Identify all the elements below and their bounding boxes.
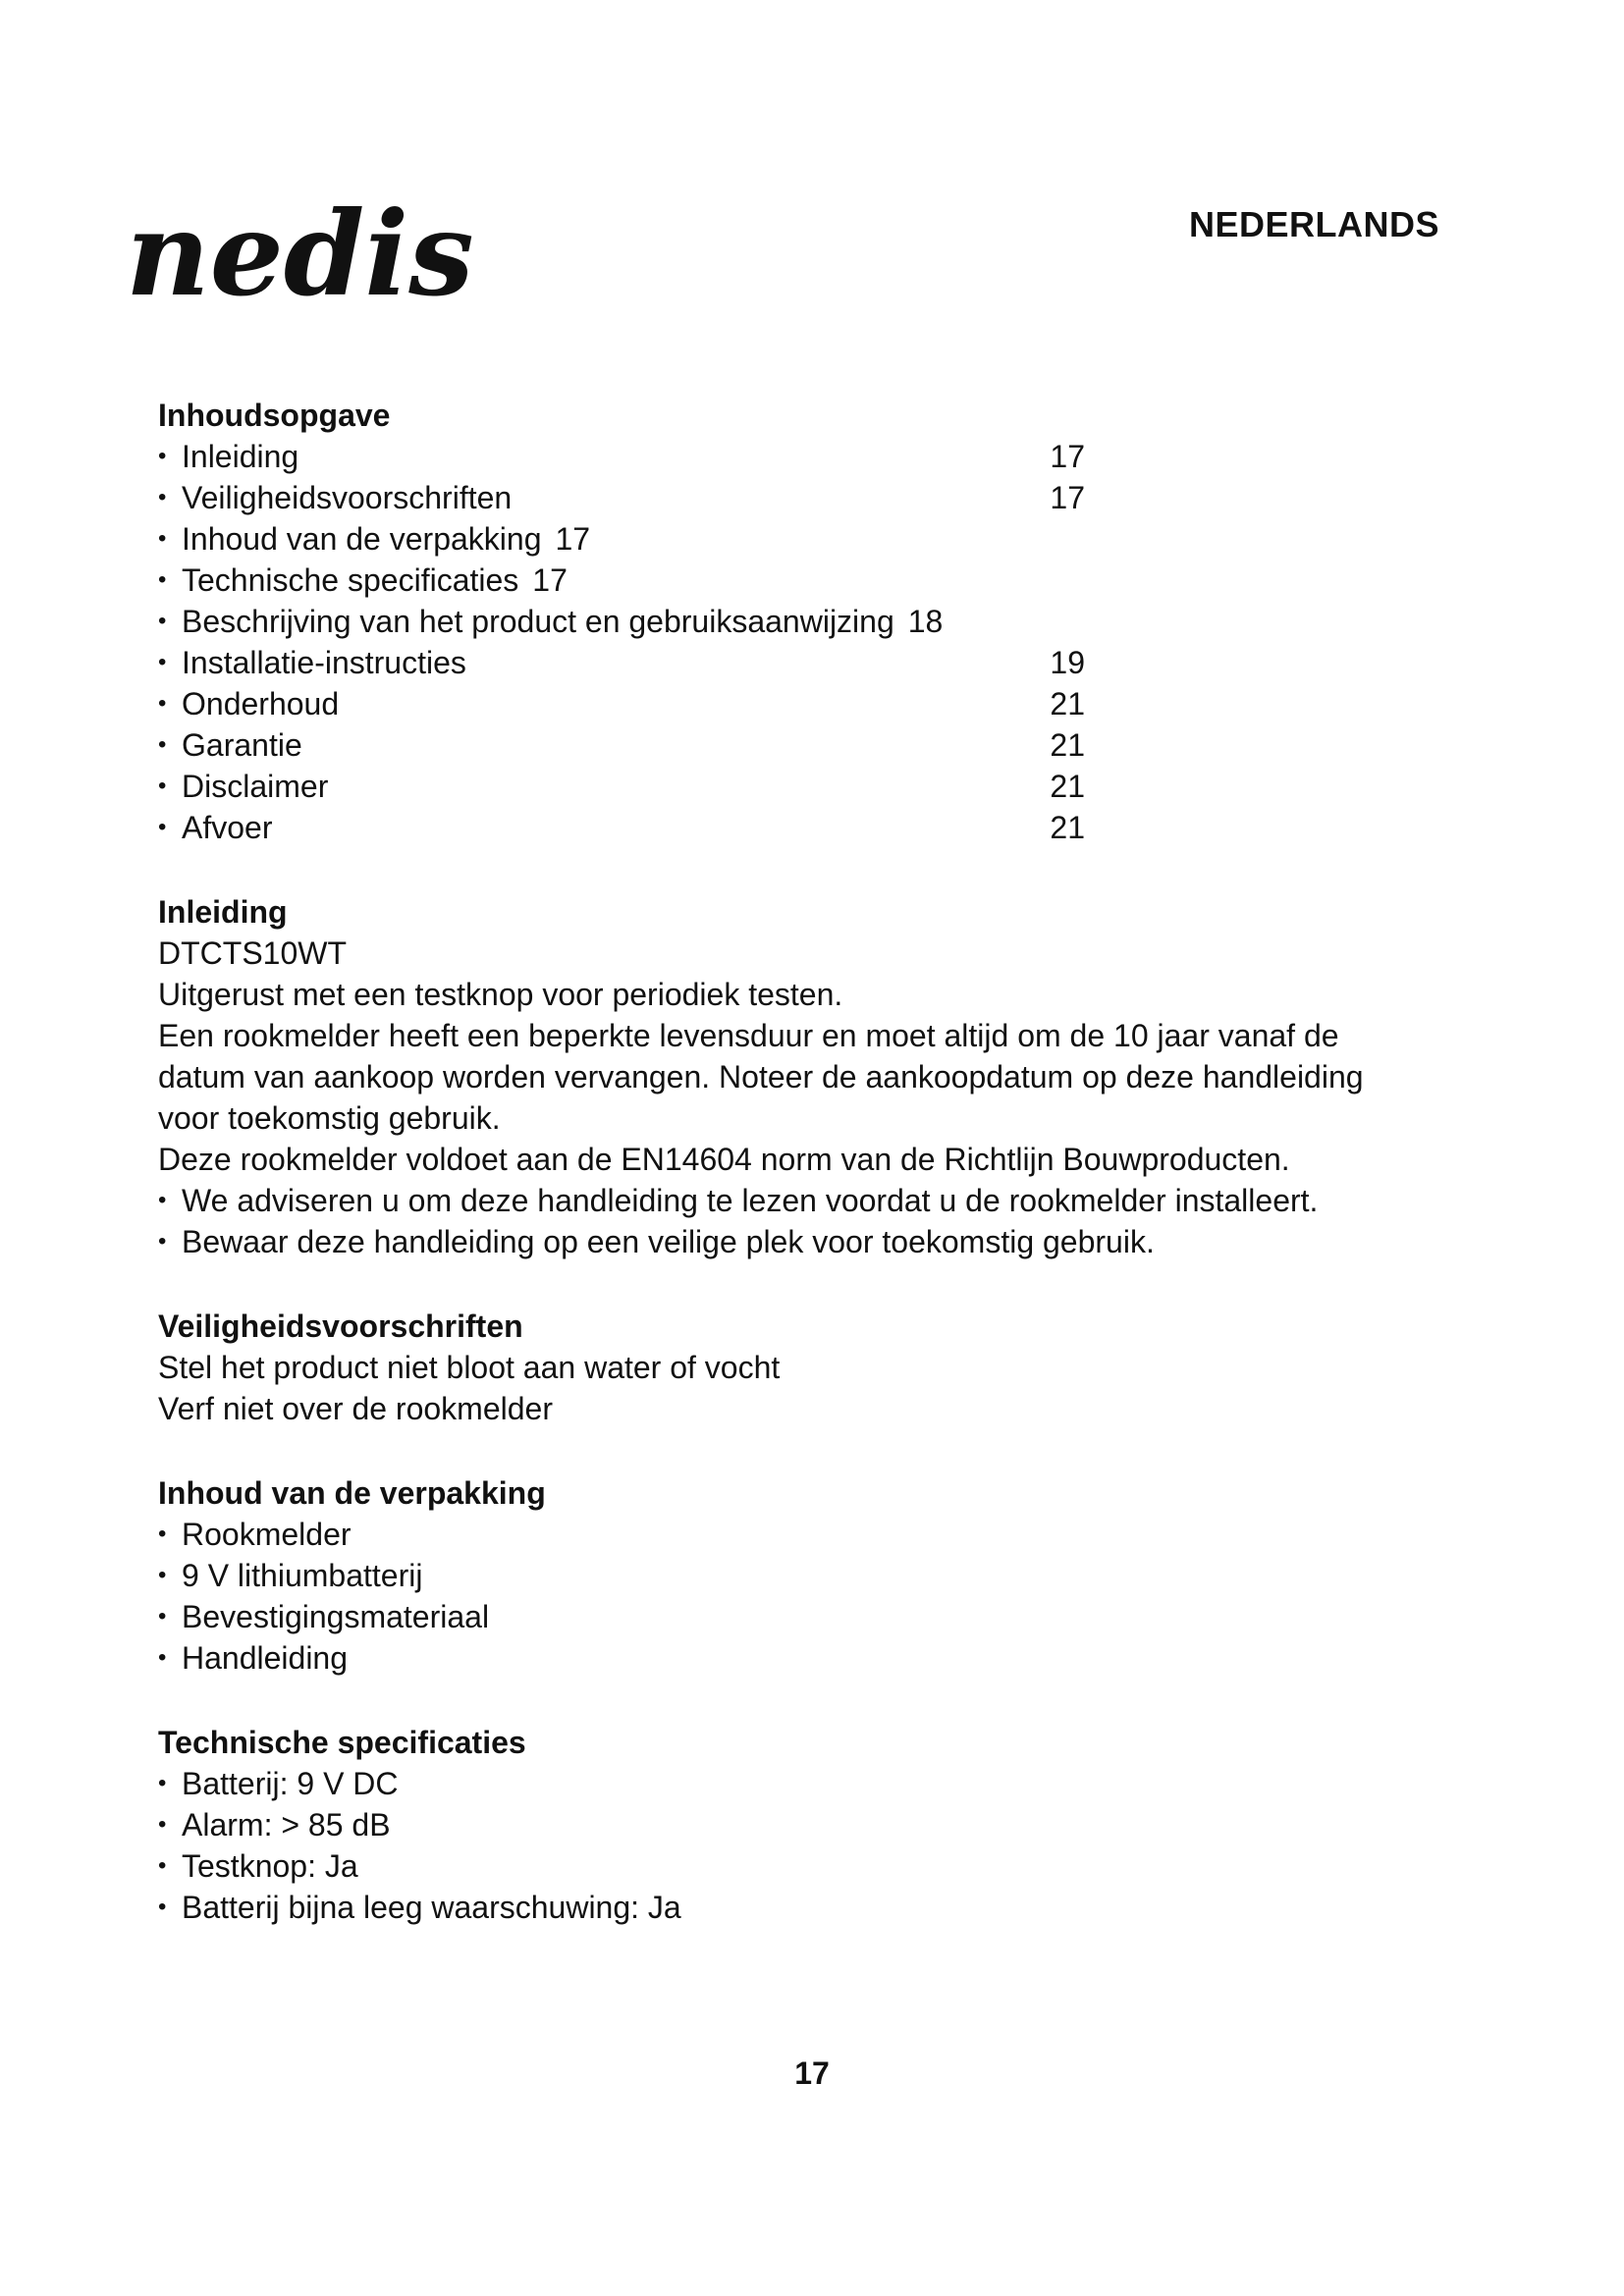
specs-section <box>158 1722 1385 1928</box>
svg-text:nedis: nedis <box>126 187 474 319</box>
spec-item: • Batterij bijna leeg waarschuwing: Ja <box>158 1887 1385 1928</box>
toc-item: • Onderhoud 21 <box>158 683 1085 724</box>
toc-item: • Installatie-instructies 19 <box>158 642 1085 683</box>
safety-title: Veiligheidsvoorschriften <box>158 1308 523 1344</box>
page-content <box>158 395 1385 1928</box>
package-title: Inhoud van de verpakking <box>158 1475 546 1511</box>
toc-section <box>158 395 1385 848</box>
package-section <box>158 1472 1385 1679</box>
package-item: • Bevestigingsmateriaal <box>158 1596 1385 1637</box>
safety-line: Stel het product niet bloot aan water of vocht <box>158 1350 781 1385</box>
intro-bullet: • Bewaar deze handleiding op een veilige plek voor toekomstig gebruik. <box>158 1221 1385 1262</box>
toc-item: • Disclaimer 21 <box>158 766 1085 807</box>
page-number: 17 <box>794 2056 830 2091</box>
toc-item: • Garantie 21 <box>158 724 1085 766</box>
intro-section <box>158 891 1385 1262</box>
specs-list <box>158 1763 1385 1928</box>
safety-section <box>158 1306 1385 1429</box>
toc-title: Inhoudsopgave <box>158 398 391 433</box>
specs-title: Technische specificaties <box>158 1725 526 1760</box>
toc-item: • Inhoud van de verpakking 17 <box>158 518 1085 560</box>
package-list <box>158 1514 1385 1679</box>
toc-item: • Inleiding 17 <box>158 436 1085 477</box>
package-item: • Rookmelder <box>158 1514 1385 1555</box>
toc-item: • Veiligheidsvoorschriften 17 <box>158 477 1085 518</box>
toc-list <box>158 436 1385 848</box>
toc-item: • Afvoer 21 <box>158 807 1085 848</box>
intro-bullet: • We adviseren u om deze handleiding te lezen voordat u de rookmelder installeert. <box>158 1180 1385 1221</box>
intro-paragraph: Deze rookmelder voldoet aan de EN14604 norm van de Richtlijn Bouwproducten. <box>158 1142 1290 1177</box>
toc-item: • Beschrijving van het product en gebruiksaanwijzing 18 <box>158 601 1085 642</box>
spec-item: • Alarm: > 85 dB <box>158 1804 1385 1845</box>
spec-item: • Testknop: Ja <box>158 1845 1385 1887</box>
intro-paragraph: Een rookmelder heeft een beperkte levensduur en moet altijd om de 10 jaar vanaf de datum van aankoop worden vervangen. Noteer de aankoopdatum op deze handleiding voor toekomstig gebruik. <box>158 1018 1364 1136</box>
package-item: • Handleiding <box>158 1637 1385 1679</box>
intro-paragraph: Uitgerust met een testknop voor periodiek testen. <box>158 977 843 1012</box>
spec-item: • Batterij: 9 V DC <box>158 1763 1385 1804</box>
toc-item: • Technische specificaties 17 <box>158 560 1085 601</box>
model-number: DTCTS10WT <box>158 935 347 971</box>
intro-title: Inleiding <box>158 894 288 930</box>
safety-line: Verf niet over de rookmelder <box>158 1391 553 1426</box>
package-item: • 9 V lithiumbatterij <box>158 1555 1385 1596</box>
language-label: NEDERLANDS <box>1188 204 1439 244</box>
intro-bullets <box>158 1180 1385 1262</box>
nedis-logo <box>126 187 587 319</box>
